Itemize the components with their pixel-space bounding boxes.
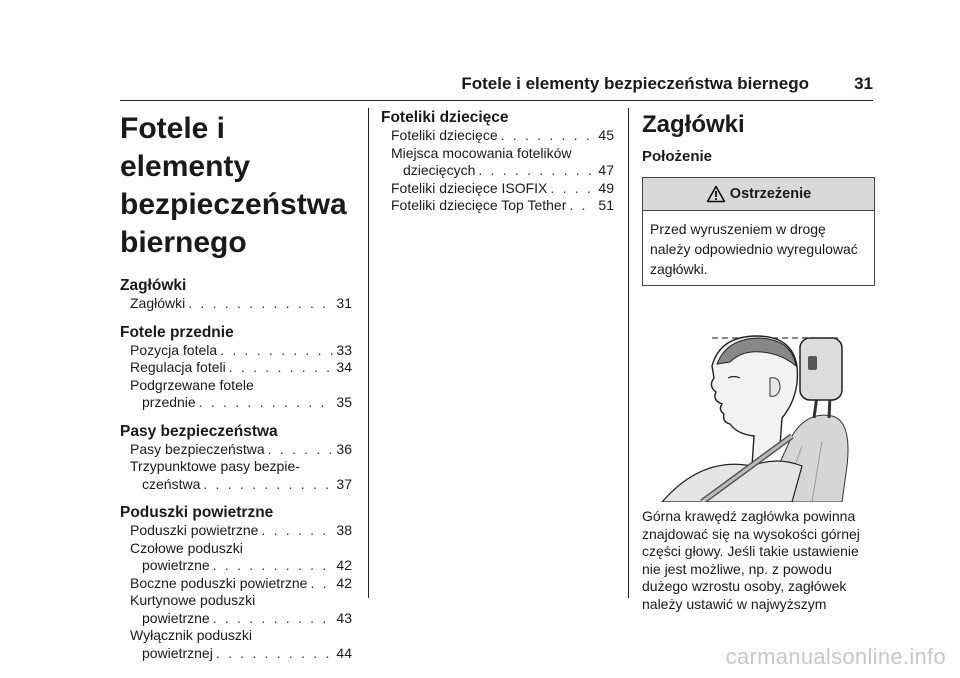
column-divider (368, 108, 369, 598)
toc-leader-dots (188, 295, 333, 313)
toc-page-number: 36 (336, 440, 352, 457)
subsection-title: Położenie (642, 148, 713, 165)
toc-entry-label: Pasy bezpieczeństwa (130, 440, 265, 457)
toc-entry-label: Boczne poduszki powietrzne (130, 574, 308, 591)
toc-group (120, 422, 352, 494)
toc-entry-label: Foteliki dziecięce (391, 127, 498, 143)
toc-entry[interactable] (381, 127, 614, 145)
warning-title: Ostrzeżenie (729, 186, 812, 202)
toc-list (120, 276, 352, 662)
toc-entry-label: powietrzne (142, 557, 210, 573)
toc-entry[interactable] (120, 540, 352, 558)
section-title: Zagłówki (642, 111, 745, 138)
header-section-title: Fotele i elementy bezpieczeństwa biernego (461, 74, 809, 93)
toc-heading: Zagłówki (120, 277, 187, 294)
toc-page-number: 42 (336, 557, 352, 573)
toc-page-number: 34 (336, 359, 352, 375)
toc-leader-dots (216, 645, 334, 663)
toc-entry-label: dziecięcych (403, 162, 476, 178)
toc-entry-label: Miejsca mocowania fotelików (391, 144, 572, 161)
toc-leader-dots (268, 441, 334, 459)
warning-text: Przed wyruszeniem w drogę należy odpowiednio wyregulować zagłówki. (650, 221, 858, 277)
toc-entry[interactable] (120, 377, 352, 395)
toc-page-number: 44 (336, 644, 352, 661)
page-number: 31 (854, 74, 873, 93)
toc-entry[interactable] (381, 197, 614, 215)
toc-page-number: 31 (336, 295, 352, 311)
toc-entry-label: Pozycja fotela (130, 341, 218, 358)
toc-entry[interactable] (120, 295, 352, 313)
headrest-figure-icon (642, 326, 875, 502)
toc-leader-dots (478, 162, 595, 180)
toc-entry[interactable] (120, 359, 352, 377)
toc-entry-label: Regulacja foteli (130, 359, 226, 375)
toc-leader-dots (550, 180, 595, 198)
column-toc-child-seats (381, 108, 614, 215)
warning-icon (706, 185, 726, 203)
toc-page-number: 43 (336, 609, 352, 626)
toc-leader-dots (229, 359, 334, 377)
toc-heading: Pasy bezpieczeństwa (120, 422, 278, 440)
toc-leader-dots (213, 610, 334, 628)
column-headrests (642, 108, 875, 613)
toc-leader-dots (203, 476, 333, 494)
toc-group (120, 323, 352, 412)
toc-entry[interactable] (120, 441, 352, 459)
toc-page-number: 35 (336, 394, 352, 410)
toc-entry[interactable] (120, 557, 352, 575)
toc-entry-label: Foteliki dziecięce ISOFIX (391, 179, 548, 196)
toc-heading: Fotele przednie (120, 323, 234, 341)
toc-leader-dots (569, 197, 595, 215)
toc-entry-label: Czołowe poduszki (130, 539, 243, 556)
toc-leader-dots (501, 127, 596, 145)
toc-group (120, 503, 352, 662)
column-divider (628, 108, 629, 598)
toc-page-number: 49 (598, 179, 614, 196)
toc-entry-label: powietrznej (142, 644, 213, 661)
toc-leader-dots (213, 557, 334, 575)
toc-entry-label: Wyłącznik poduszki (130, 627, 253, 643)
toc-list (381, 108, 614, 215)
toc-entry[interactable] (120, 458, 352, 476)
toc-leader-dots (220, 342, 333, 360)
toc-entry[interactable] (120, 342, 352, 360)
toc-leader-dots (261, 522, 333, 540)
toc-entry-label: Foteliki dziecięce Top Tether (391, 197, 567, 213)
chapter-title: Fotele i elementy bezpieczeństwa biernego (120, 112, 347, 259)
toc-leader-dots (199, 394, 334, 412)
toc-entry[interactable] (120, 645, 352, 663)
toc-page-number: 51 (598, 197, 614, 213)
body-paragraph: Górna krawędź zagłówka powinna znajdować się na wysokości górnej części głowy. Jeśli takie ustawienie nie jest możliwe, np. z powodu dużego wzrostu osoby, zagłówek należy ustawić w najwyższym (642, 508, 860, 612)
toc-leader-dots (310, 575, 333, 593)
toc-entry[interactable] (120, 575, 352, 593)
toc-entry[interactable] (120, 394, 352, 412)
toc-page-number: 38 (336, 522, 352, 538)
toc-entry-label: Poduszki powietrzne (130, 522, 259, 538)
toc-group (381, 108, 614, 215)
warning-box (642, 177, 875, 286)
toc-entry[interactable] (120, 627, 352, 645)
page-header (120, 72, 873, 101)
toc-entry[interactable] (120, 522, 352, 540)
toc-entry-label: Kurtynowe poduszki (130, 592, 256, 608)
toc-page-number: 37 (336, 475, 352, 492)
toc-entry[interactable] (120, 610, 352, 628)
toc-entry-label: Zagłówki (130, 295, 186, 311)
toc-entry[interactable] (381, 145, 614, 163)
watermark: carmanualsonline.info (725, 644, 946, 669)
toc-page-number: 42 (336, 574, 352, 591)
toc-page-number: 33 (336, 341, 352, 358)
toc-page-number: 45 (598, 127, 614, 143)
warning-header (643, 178, 874, 211)
toc-entry[interactable] (120, 592, 352, 610)
toc-entry[interactable] (381, 162, 614, 180)
headrest-illustration (642, 326, 875, 502)
toc-heading: Poduszki powietrzne (120, 504, 274, 521)
toc-entry-label: Podgrzewane fotele (130, 376, 254, 393)
toc-page-number: 47 (598, 162, 614, 178)
toc-heading: Foteliki dziecięce (381, 109, 509, 126)
column-toc-main (120, 108, 352, 662)
toc-entry-label: przednie (142, 394, 196, 410)
toc-group (120, 276, 352, 313)
toc-entry[interactable] (120, 476, 352, 494)
toc-entry[interactable] (381, 180, 614, 198)
toc-entry-label: Trzypunktowe pasy bezpie- (130, 458, 300, 474)
toc-entry-label: czeństwa (142, 475, 201, 492)
toc-entry-label: powietrzne (142, 609, 210, 626)
